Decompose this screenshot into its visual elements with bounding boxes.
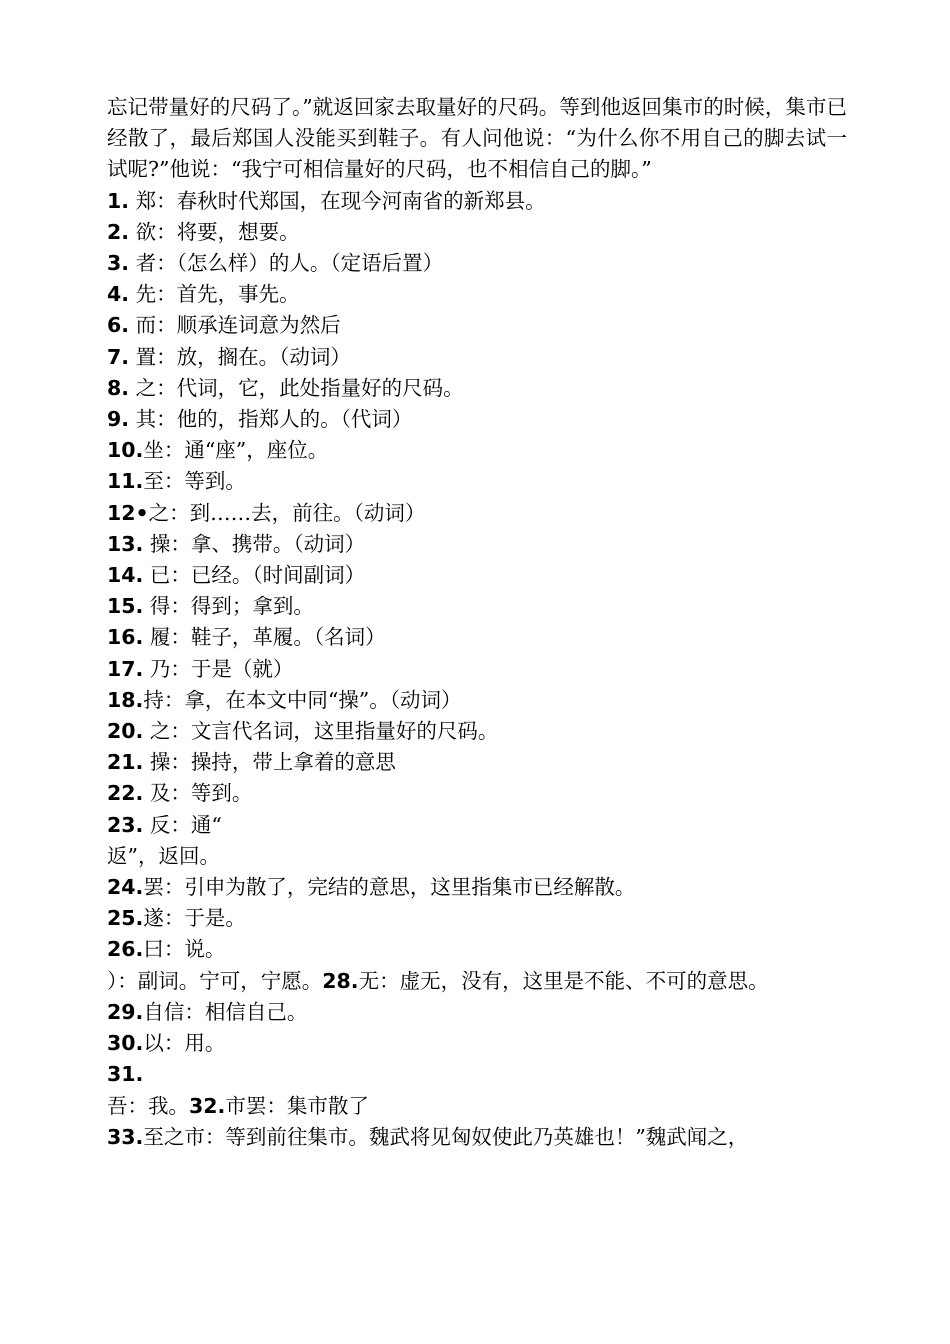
note-32-line <box>107 1091 847 1122</box>
note-text: 置：放，搁在。（动词） <box>129 344 351 369</box>
note-number: 18. <box>107 687 144 712</box>
note-number: 29. <box>107 999 144 1024</box>
note-text: 郑：春秋时代郑国，在现今河南省的新郑县。 <box>129 188 546 213</box>
note-28-number: 28. <box>322 968 359 993</box>
note-number: 23. <box>107 812 144 837</box>
note-item <box>107 560 847 591</box>
note-number: 17. <box>107 656 144 681</box>
note-item <box>107 1059 847 1090</box>
note-number: 7. <box>107 344 130 369</box>
note-text: 以：用。 <box>143 1031 226 1056</box>
notes-list-b <box>107 997 847 1091</box>
note-item <box>107 1028 847 1059</box>
note-item <box>107 529 847 560</box>
note-32-number: 32. <box>189 1093 226 1118</box>
note-text: 之：代词，它，此处指量好的尺码。 <box>129 375 464 400</box>
note-item <box>107 997 847 1028</box>
note-33-number: 33. <box>107 1124 144 1149</box>
note-number: 30. <box>107 1031 144 1056</box>
note-item <box>107 903 847 934</box>
note-item <box>107 622 847 653</box>
note-number: 2. <box>107 219 130 244</box>
intro-paragraph: 忘记带量好的尺码了。”就返回家去取量好的尺码。等到他返回集市的时候，集市已经散了，最后郑国人没能买到鞋子。有人问他说：“为什么你不用自己的脚去试一试呢?”他说：“我宁可相信量好的尺码，也不相信自己的脚。” <box>107 95 847 182</box>
note-text: 之：到……去，前往。（动词） <box>148 500 426 525</box>
note-number: 25. <box>107 906 144 931</box>
note-item <box>107 248 847 279</box>
note-item <box>107 404 847 435</box>
note-item <box>107 498 847 529</box>
note-number: 10. <box>107 438 144 463</box>
note-text: 遂：于是。 <box>143 906 246 931</box>
note-number: 6. <box>107 313 130 338</box>
note-33-text: 至之市：等到前往集市。魏武将见匈奴使此乃英雄也！”魏武闻之， <box>143 1124 749 1149</box>
note-item <box>107 279 847 310</box>
note-number: 22. <box>107 781 144 806</box>
note-number: 16. <box>107 625 144 650</box>
note-item <box>107 591 847 622</box>
note-number: 4. <box>107 282 130 307</box>
note-text: 而：顺承连词意为然后 <box>129 313 341 338</box>
note-item <box>107 217 847 248</box>
note-text: 者：（怎么样）的人。（定语后置） <box>129 251 444 276</box>
note-text: 持：拿，在本文中同“操”。（动词） <box>143 687 462 712</box>
note-text: 返”，返回。 <box>107 843 220 868</box>
note-number: 13. <box>107 531 144 556</box>
note-item <box>107 934 847 965</box>
note-text: 得：得到；拿到。 <box>143 594 314 619</box>
note-text: 之：文言代名词，这里指量好的尺码。 <box>143 719 499 744</box>
note-32-prefix: 吾：我。 <box>107 1093 189 1118</box>
note-item <box>107 466 847 497</box>
note-number: 1. <box>107 188 130 213</box>
note-item <box>107 435 847 466</box>
note-item <box>107 841 847 872</box>
note-number: 8. <box>107 375 130 400</box>
note-text: 至：等到。 <box>143 469 246 494</box>
note-text: 履：鞋子，革履。（名词） <box>143 625 386 650</box>
document-page <box>107 92 847 1153</box>
note-28-prefix: ）：副词。宁可，宁愿。 <box>107 968 323 993</box>
note-item <box>107 810 847 841</box>
note-text: 反：通“ <box>143 812 222 837</box>
note-item <box>107 747 847 778</box>
note-text: 操：操持，带上拿着的意思 <box>143 750 396 775</box>
note-number: 31. <box>107 1062 144 1087</box>
note-text: 先：首先，事先。 <box>129 282 300 307</box>
note-text: 欲：将要，想要。 <box>129 219 300 244</box>
note-number: 3. <box>107 251 130 276</box>
note-number: 12• <box>107 500 149 525</box>
note-number: 14. <box>107 563 144 588</box>
note-item <box>107 685 847 716</box>
note-number: 26. <box>107 937 144 962</box>
note-28-text: 无：虚无，没有，这里是不能、不可的意思。 <box>358 968 769 993</box>
note-32-text: 市罢：集市散了 <box>225 1093 369 1118</box>
note-text: 曰：说。 <box>143 937 226 962</box>
note-33-line <box>107 1122 847 1153</box>
note-text: 坐：通“座”，座位。 <box>143 438 329 463</box>
note-number: 20. <box>107 719 144 744</box>
note-item <box>107 654 847 685</box>
note-item <box>107 716 847 747</box>
note-28-line <box>107 966 847 997</box>
note-text: 自信：相信自己。 <box>143 999 308 1024</box>
note-item <box>107 342 847 373</box>
note-text: 其：他的，指郑人的。（代词） <box>129 407 413 432</box>
note-number: 11. <box>107 469 144 494</box>
note-number: 21. <box>107 750 144 775</box>
note-text: 已：已经。（时间副词） <box>143 563 366 588</box>
note-item <box>107 872 847 903</box>
note-number: 9. <box>107 407 130 432</box>
notes-list <box>107 186 847 966</box>
note-item <box>107 310 847 341</box>
note-item <box>107 186 847 217</box>
note-text: 罢：引申为散了，完结的意思，这里指集市已经解散。 <box>143 875 636 900</box>
note-text: 操：拿、携带。（动词） <box>143 531 366 556</box>
note-text: 及：等到。 <box>143 781 253 806</box>
note-item <box>107 778 847 809</box>
note-number: 24. <box>107 875 144 900</box>
note-number: 15. <box>107 594 144 619</box>
note-item <box>107 373 847 404</box>
note-text: 乃：于是（就） <box>143 656 294 681</box>
